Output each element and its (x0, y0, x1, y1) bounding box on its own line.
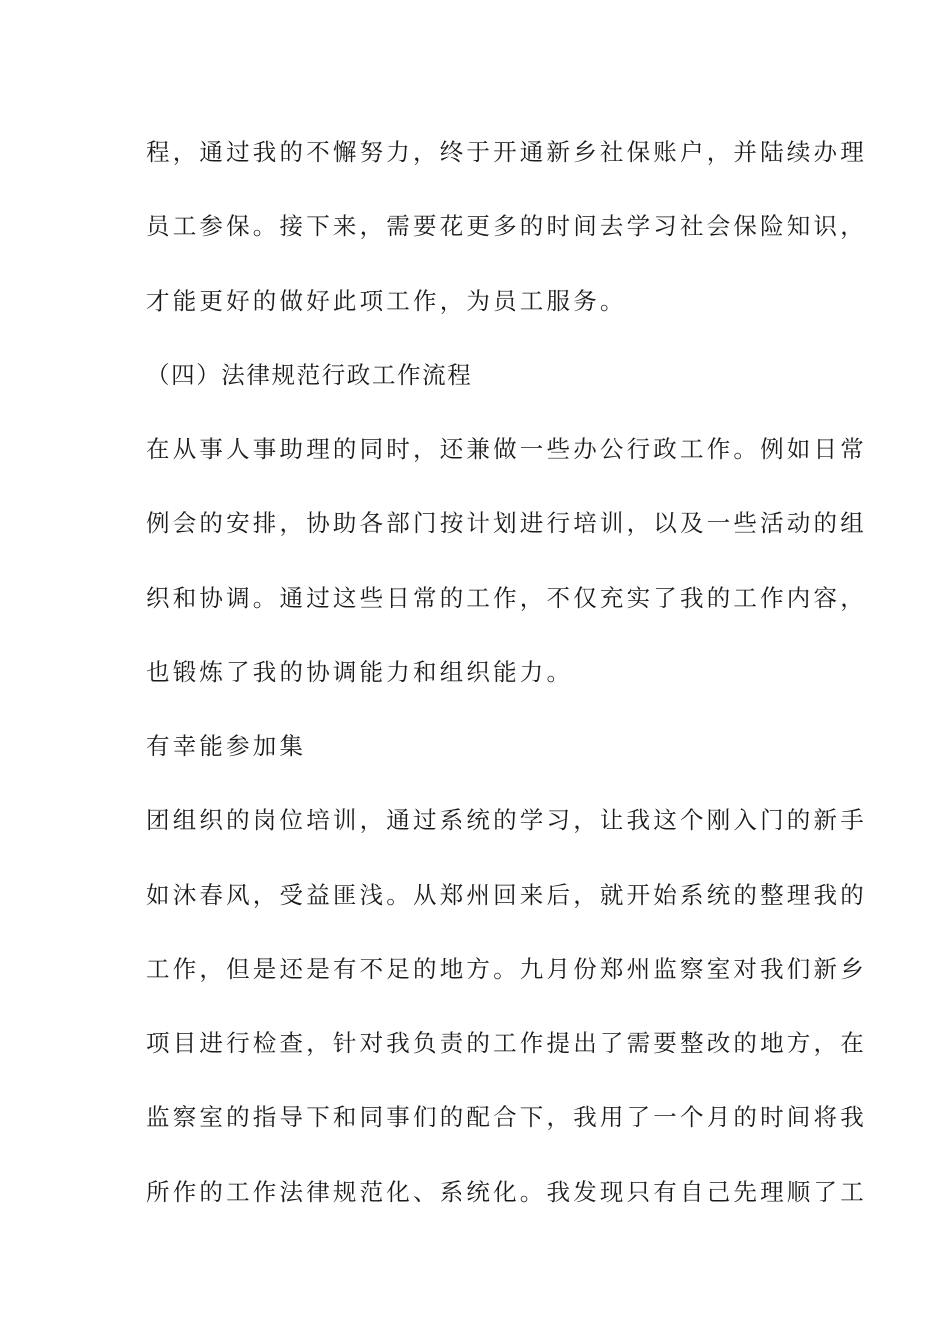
text-line: 监察室的指导下和同事们的配合下，我用了一个月的时间将我 (146, 1103, 867, 1131)
text-line: 在从事人事助理的同时，还兼做一些办公行政工作。例如日常 (146, 435, 867, 463)
text-line: 员工参保。接下来，需要花更多的时间去学习社会保险知识， (146, 212, 867, 240)
text-line: 程，通过我的不懈努力，终于开通新乡社保账户，并陆续办理 (146, 138, 867, 166)
text-line: 例会的安排，协助各部门按计划进行培训，以及一些活动的组 (146, 509, 867, 537)
text-line: 项目进行检查，针对我负责的工作提出了需要整改的地方，在 (146, 1029, 867, 1057)
text-line: 所作的工作法律规范化、系统化。我发现只有自己先理顺了工 (146, 1178, 867, 1206)
text-line: 工作，但是还是有不足的地方。九月份郑州监察室对我们新乡 (146, 955, 867, 983)
text-line: 才能更好的做好此项工作，为员工服务。 (146, 287, 627, 315)
text-line: 有幸能参加集 (146, 732, 307, 760)
text-line: 团组织的岗位培训，通过系统的学习，让我这个刚入门的新手 (146, 806, 867, 834)
section-heading: （四）法律规范行政工作流程 (146, 361, 473, 389)
text-line: 织和协调。通过这些日常的工作，不仅充实了我的工作内容， (146, 584, 867, 612)
text-line: 也锻炼了我的协调能力和组织能力。 (146, 658, 574, 686)
text-line: 如沐春风，受益匪浅。从郑州回来后，就开始系统的整理我的 (146, 881, 867, 909)
